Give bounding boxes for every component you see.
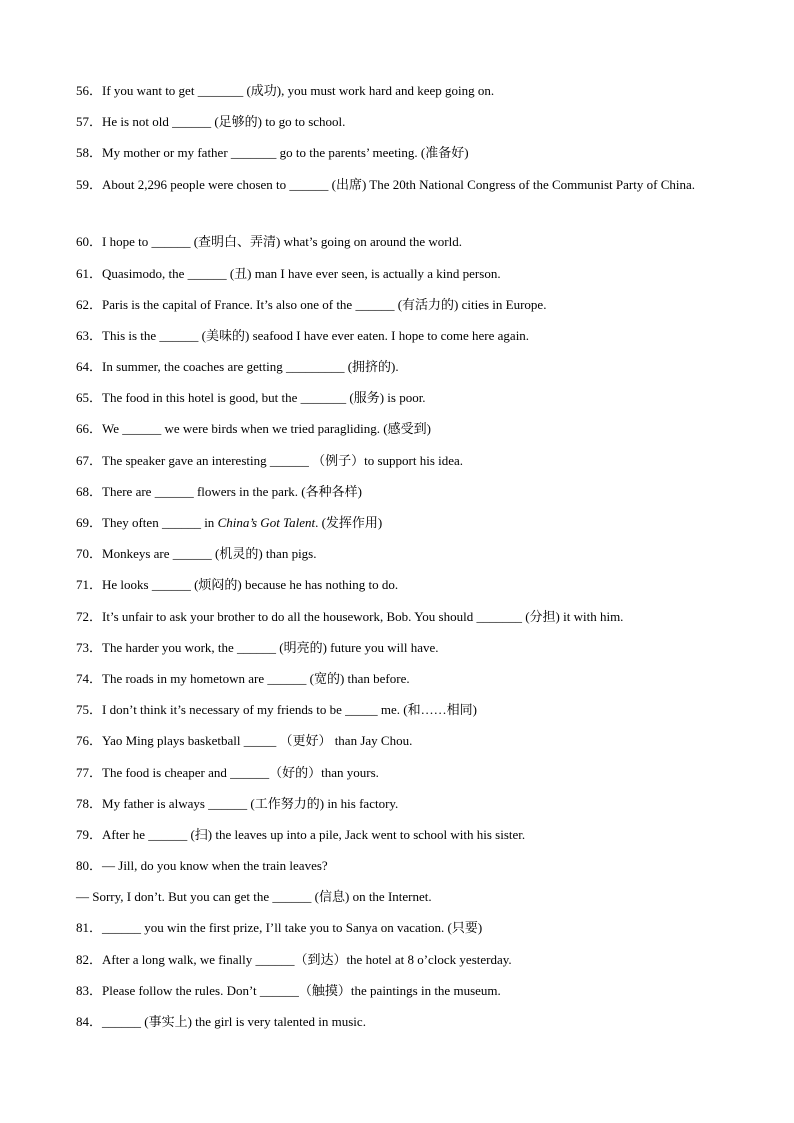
item-text: It’s unfair to ask your brother to do all the housework, Bob. You should _______ (分担) it with him.: [102, 608, 624, 624]
item-text: We ______ we were birds when we tried paragliding. (感受到): [102, 421, 431, 437]
item-text: This is the ______ (美味的) seafood I have ever eaten. I hope to come here again.: [102, 327, 530, 343]
exercise-item: [76, 325, 726, 356]
item-text: After a long walk, we finally ______（到达）the hotel at 8 o’clock yesterday.: [102, 951, 512, 967]
item-text: — Sorry, I don’t. But you can get the ______ (信息) on the Internet.: [76, 889, 432, 905]
exercise-item: [76, 949, 726, 980]
item-number: 70．: [76, 546, 103, 562]
item-text: ______ you win the first prize, I’ll take you to Sanya on vacation. (只要): [102, 920, 483, 936]
item-text: Please follow the rules. Don’t ______（触摸）the paintings in the museum.: [102, 982, 501, 998]
item-number: 56．: [76, 83, 103, 98]
item-text: ______ (事实上) the girl is very talented in music.: [102, 1014, 366, 1030]
item-text: The food in this hotel is good, but the _______ (服务) is poor.: [102, 390, 426, 406]
item-number: 77．: [76, 764, 103, 780]
item-text: He looks ______ (烦闷的) because he has nothing to do.: [102, 577, 399, 593]
item-text: My mother or my father _______ go to the parents’ meeting. (准备好): [102, 145, 469, 161]
item-number: 84．: [76, 1014, 103, 1030]
exercise-item: [76, 606, 726, 637]
item-number: 59．: [76, 176, 103, 192]
exercise-item-continuation: [0, 886, 726, 917]
item-text: After he ______ (扫) the leaves up into a pile, Jack went to school with his sister.: [102, 826, 526, 842]
item-number: 74．: [76, 670, 103, 686]
item-text: If you want to get _______ (成功), you must work hard and keep going on.: [102, 83, 495, 98]
exercise-item: [76, 450, 726, 481]
item-text: My father is always ______ (工作努力的) in his factory.: [102, 795, 399, 811]
item-number: 68．: [76, 483, 103, 499]
item-number: 65．: [76, 390, 103, 406]
exercise-item: [76, 824, 726, 855]
item-number: 63．: [76, 327, 103, 343]
exercise-item: [76, 668, 726, 699]
item-text: The harder you work, the ______ (明亮的) future you will have.: [102, 639, 439, 655]
item-text: He is not old ______ (足够的) to go to school.: [102, 114, 346, 130]
exercise-item: [76, 80, 726, 111]
item-text: Yao Ming plays basketball _____ （更好） than Jay Chou.: [102, 733, 413, 749]
item-text: The roads in my hometown are ______ (宽的) than before.: [102, 670, 410, 686]
item-text: Quasimodo, the ______ (丑) man I have ever seen, is actually a kind person.: [102, 265, 501, 281]
item-text: There are ______ flowers in the park. (各种各样): [102, 483, 362, 499]
exercise-item: [76, 512, 726, 543]
item-number: 82．: [76, 951, 103, 967]
exercise-item: [76, 481, 726, 512]
item-number: 61．: [76, 265, 103, 281]
exercise-item: [76, 917, 726, 948]
item-text: About 2,296 people were chosen to ______ (出席) The 20th National Congress of the Communist Party of China.: [102, 176, 695, 192]
exercise-item: [76, 1011, 726, 1042]
exercise-item: [76, 855, 726, 886]
item-number: 73．: [76, 639, 103, 655]
item-number: 62．: [76, 296, 103, 312]
item-text: The food is cheaper and ______（好的）than yours.: [102, 764, 379, 780]
exercise-item: [76, 699, 726, 730]
exercise-item: [76, 980, 726, 1011]
item-text: — Jill, do you know when the train leaves?: [102, 858, 328, 874]
item-number: 60．: [76, 234, 103, 250]
item-number: 81．: [76, 920, 103, 936]
exercise-item: [76, 762, 726, 793]
exercise-item: [76, 574, 726, 605]
item-number: 72．: [76, 608, 103, 624]
item-text: Monkeys are ______ (机灵的) than pigs.: [102, 546, 317, 562]
item-number: 83．: [76, 982, 103, 998]
item-text: I hope to ______ (查明白、弄清) what’s going on around the world.: [102, 234, 462, 250]
item-number: 64．: [76, 359, 103, 375]
item-number: 66．: [76, 421, 103, 437]
exercise-item: [76, 793, 726, 824]
exercise-item: [76, 263, 726, 294]
exercise-list: [76, 80, 726, 1042]
exercise-item: [76, 730, 726, 761]
item-number: 71．: [76, 577, 103, 593]
item-number: 67．: [76, 452, 103, 468]
exercise-item: [76, 356, 726, 387]
exercise-item: [76, 637, 726, 668]
item-number: 69．: [76, 515, 103, 531]
item-number: 80．: [76, 858, 103, 874]
item-text: Paris is the capital of France. It’s also one of the ______ (有活力的) cities in Europe.: [102, 296, 547, 312]
item-number: 75．: [76, 702, 103, 718]
item-number: 79．: [76, 826, 103, 842]
item-number: 58．: [76, 145, 103, 161]
exercise-item: [76, 387, 726, 418]
item-number: 76．: [76, 733, 103, 749]
exercise-item: [76, 111, 726, 142]
item-text: The speaker gave an interesting ______ （例子）to support his idea.: [102, 452, 464, 468]
item-number: 78．: [76, 795, 103, 811]
item-text: They often ______ in China’s Got Talent. (发挥作用): [102, 515, 383, 531]
exercise-item: [76, 231, 726, 262]
exercise-item: [76, 543, 726, 574]
exercise-item: [76, 169, 726, 231]
show-title: China’s Got Talent: [217, 515, 316, 531]
item-number: 57．: [76, 114, 103, 130]
exercise-item: [76, 294, 726, 325]
item-text: I don’t think it’s necessary of my friends to be _____ me. (和……相同): [102, 702, 477, 718]
item-text: In summer, the coaches are getting _________ (拥挤的).: [102, 359, 399, 375]
exercise-item: [76, 418, 726, 449]
